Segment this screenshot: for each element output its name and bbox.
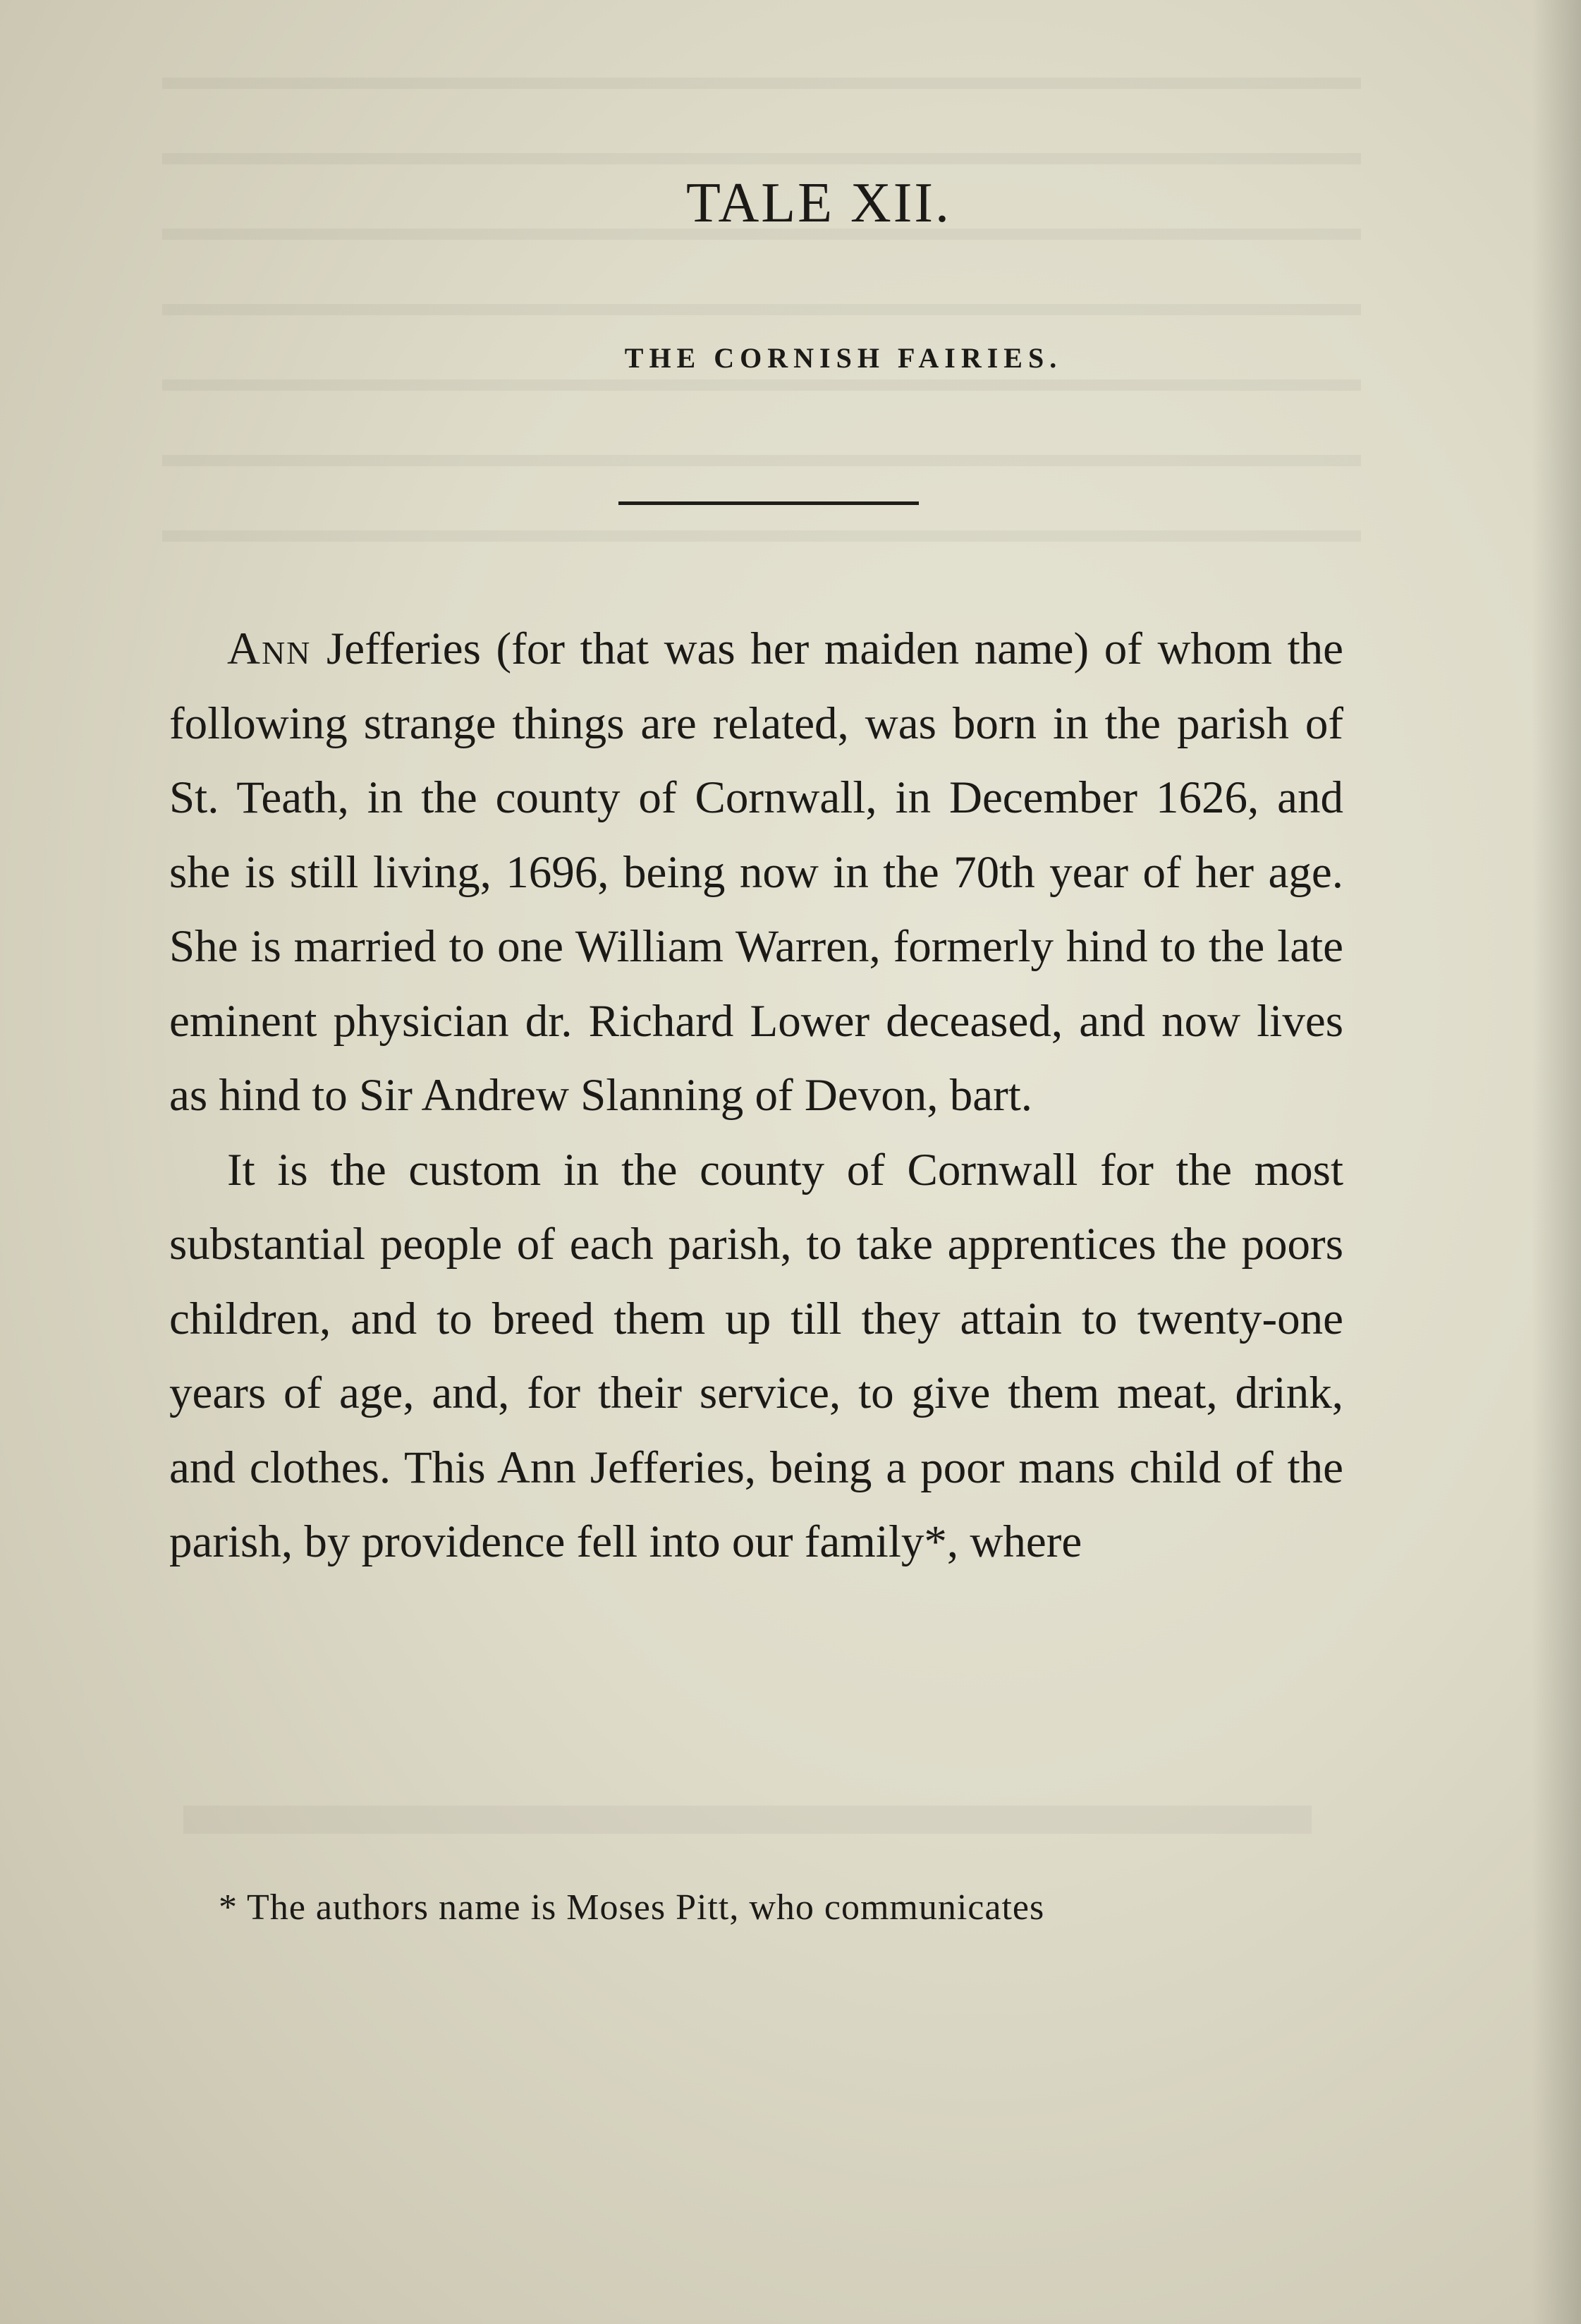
paragraph-2: It is the custom in the county of Cornwall for the most substantial people of each parish, to take apprentices the poors children, and to breed them up till they attain to twenty-one years of age, and, for their service, to give them meat, drink, and clothes. This Ann Jefferies, being a poor mans child of the parish, by providence fell into our family*, where	[169, 1144, 1343, 1567]
footnote: * The authors name is Moses Pitt, who communicates	[219, 1887, 1045, 1928]
paragraph-1	[169, 612, 1343, 1133]
title-divider-rule	[618, 501, 919, 505]
tale-subtitle: THE CORNISH FAIRIES.	[624, 342, 1063, 374]
body-text	[169, 612, 1343, 1580]
paragraph-1-lead-word: Ann	[227, 623, 312, 674]
paragraph-1-text: Jefferies (for that was her maiden name) of whom the following strange things are related, was born in the parish of St. Teath, in the county of Cornwall, in December 1626, and she is still living, 1696, being now in the 70th year of her age. She is married to one William Warren, formerly hind to the late eminent physician dr. Richard Lower deceased, and now lives as hind to Sir Andrew Slanning of Devon, bart.	[169, 623, 1343, 1121]
bleed-through-texture-lower	[183, 1806, 1312, 1834]
bleed-through-texture	[162, 28, 1361, 592]
tale-title: TALE XII.	[685, 172, 952, 234]
